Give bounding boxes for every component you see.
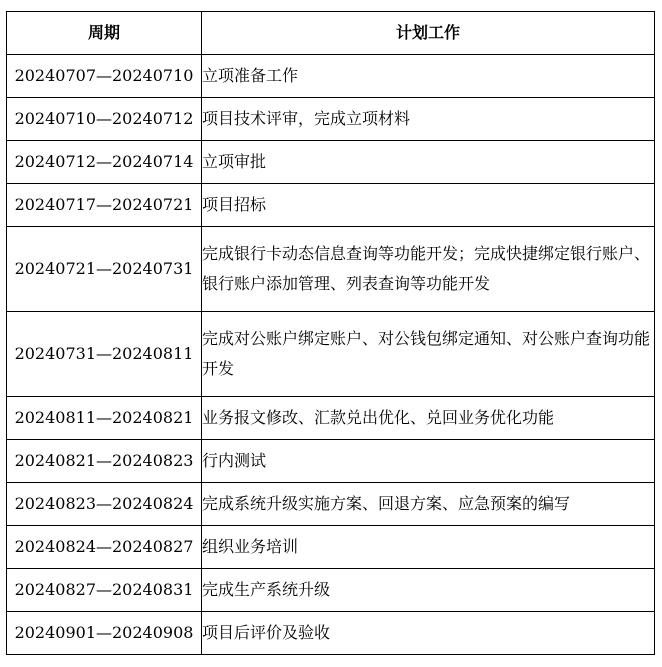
table-row — [7, 312, 655, 397]
work-cell: 项目技术评审，完成立项材料 — [202, 98, 655, 141]
work-cell: 业务报文修改、汇款兑出优化、兑回业务优化功能 — [202, 397, 655, 440]
header-period: 周期 — [7, 12, 202, 55]
period-cell: 20240721—20240731 — [7, 227, 202, 312]
table-row — [7, 141, 655, 184]
period-cell: 20240824—20240827 — [7, 526, 202, 569]
period-cell: 20240710—20240712 — [7, 98, 202, 141]
table-row — [7, 98, 655, 141]
work-cell: 组织业务培训 — [202, 526, 655, 569]
table-row — [7, 483, 655, 526]
period-cell: 20240827—20240831 — [7, 569, 202, 612]
plan-table — [6, 11, 655, 655]
table-row — [7, 526, 655, 569]
table-row — [7, 227, 655, 312]
work-cell: 项目后评价及验收 — [202, 612, 655, 655]
work-cell: 行内测试 — [202, 440, 655, 483]
table-row — [7, 569, 655, 612]
period-cell: 20240821—20240823 — [7, 440, 202, 483]
period-cell: 20240811—20240821 — [7, 397, 202, 440]
period-cell: 20240712—20240714 — [7, 141, 202, 184]
work-cell: 立项准备工作 — [202, 55, 655, 98]
work-cell: 项目招标 — [202, 184, 655, 227]
table-row — [7, 184, 655, 227]
work-cell: 完成系统升级实施方案、回退方案、应急预案的编写 — [202, 483, 655, 526]
work-cell: 完成生产系统升级 — [202, 569, 655, 612]
period-cell: 20240717—20240721 — [7, 184, 202, 227]
work-cell: 完成对公账户绑定账户、对公钱包绑定通知、对公账户查询功能开发 — [202, 312, 655, 397]
work-cell: 完成银行卡动态信息查询等功能开发；完成快捷绑定银行账户、银行账户添加管理、列表查询等功能开发 — [202, 227, 655, 312]
table-body — [7, 55, 655, 655]
table-row — [7, 397, 655, 440]
period-cell: 20240707—20240710 — [7, 55, 202, 98]
table-row — [7, 440, 655, 483]
period-cell: 20240823—20240824 — [7, 483, 202, 526]
table-row — [7, 612, 655, 655]
table-header-row — [7, 12, 655, 55]
header-work: 计划工作 — [202, 12, 655, 55]
table-row — [7, 55, 655, 98]
period-cell: 20240731—20240811 — [7, 312, 202, 397]
period-cell: 20240901—20240908 — [7, 612, 202, 655]
work-cell: 立项审批 — [202, 141, 655, 184]
